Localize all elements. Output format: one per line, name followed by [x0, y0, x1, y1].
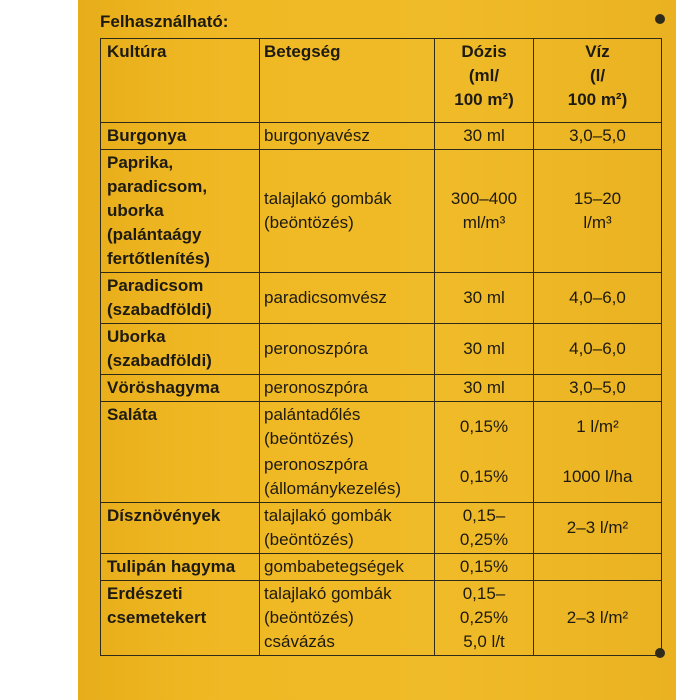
usage-table	[100, 38, 662, 656]
table-row	[101, 581, 662, 656]
row-kultura: Tulipán hagyma	[101, 554, 260, 581]
row-kultura: Paradicsom (szabadföldi)	[101, 273, 260, 324]
row-viz: 4,0–6,0	[534, 324, 662, 375]
row-dozis: 30 ml	[435, 273, 534, 324]
row-viz: 1000 l/ha	[534, 452, 662, 503]
row-kultura: Paprika, paradicsom, uborka (palántaágy fertőtlenítés)	[101, 150, 260, 273]
row-betegseg: burgonyavész	[260, 123, 435, 150]
row-viz: 4,0–6,0	[534, 273, 662, 324]
row-dozis: 0,15– 0,25%	[435, 503, 534, 554]
table-row	[101, 554, 662, 581]
row-kultura: Saláta	[101, 402, 260, 503]
header-betegseg: Betegség	[260, 39, 435, 123]
row-viz: 2–3 l/m²	[534, 581, 662, 656]
row-dozis: 30 ml	[435, 375, 534, 402]
row-kultura: Burgonya	[101, 123, 260, 150]
row-dozis: 0,15%	[435, 402, 534, 453]
table-row	[101, 375, 662, 402]
row-betegseg: palántadőlés (beöntözés)	[260, 402, 435, 453]
row-betegseg: peronoszpóra (állománykezelés)	[260, 452, 435, 503]
header-dozis: Dózis (ml/ 100 m²)	[435, 39, 534, 123]
row-kultura: Uborka (szabadföldi)	[101, 324, 260, 375]
row-betegseg: gombabetegségek	[260, 554, 435, 581]
row-betegseg: peronoszpóra	[260, 324, 435, 375]
row-viz: 2–3 l/m²	[534, 503, 662, 554]
row-dozis: 0,15– 0,25% 5,0 l/t	[435, 581, 534, 656]
row-kultura: Dísznövények	[101, 503, 260, 554]
row-kultura: Erdészeti csemetekert	[101, 581, 260, 656]
row-betegseg: paradicsomvész	[260, 273, 435, 324]
row-viz: 1 l/m²	[534, 402, 662, 453]
table-row	[101, 150, 662, 273]
row-viz: 3,0–5,0	[534, 123, 662, 150]
table-row	[101, 402, 662, 453]
decorative-dot	[655, 14, 665, 24]
usage-heading: Felhasználható:	[100, 12, 229, 31]
row-dozis: 0,15%	[435, 452, 534, 503]
table-header-row	[101, 39, 662, 123]
row-betegseg: talajlakó gombák (beöntözés) csávázás	[260, 581, 435, 656]
header-viz: Víz (l/ 100 m²)	[534, 39, 662, 123]
table-row	[101, 324, 662, 375]
row-dozis: 0,15%	[435, 554, 534, 581]
row-betegseg: talajlakó gombák (beöntözés)	[260, 150, 435, 273]
row-betegseg: talajlakó gombák (beöntözés)	[260, 503, 435, 554]
table-row	[101, 123, 662, 150]
row-dozis: 30 ml	[435, 324, 534, 375]
row-viz: 15–20 l/m³	[534, 150, 662, 273]
row-dozis: 300–400 ml/m³	[435, 150, 534, 273]
table-row	[101, 273, 662, 324]
row-betegseg: peronoszpóra	[260, 375, 435, 402]
table-row	[101, 503, 662, 554]
row-kultura: Vöröshagyma	[101, 375, 260, 402]
row-viz: 3,0–5,0	[534, 375, 662, 402]
header-kultura: Kultúra	[101, 39, 260, 123]
row-viz	[534, 554, 662, 581]
row-dozis: 30 ml	[435, 123, 534, 150]
